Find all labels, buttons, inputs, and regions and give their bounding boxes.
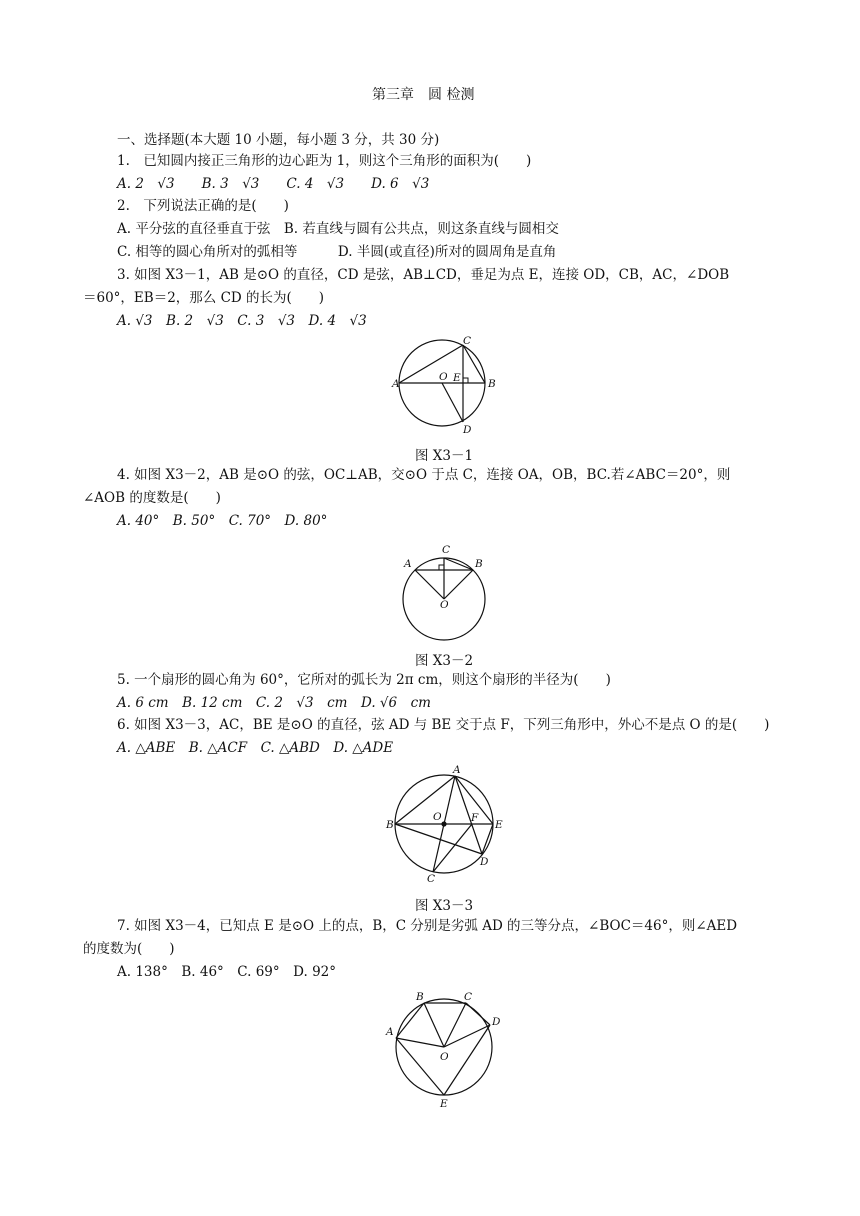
label-a: A [386, 1026, 394, 1038]
q3-options: A. √3 B. 2 √3 C. 3 √3 D. 4 √3 [117, 313, 367, 329]
segment-oa [415, 570, 444, 599]
q4-stem-line2: ∠AOB 的度数是( ) [83, 490, 221, 506]
label-b: B [488, 378, 496, 390]
label-c: C [427, 873, 436, 885]
label-c: C [464, 991, 473, 1003]
q6-stem: 6. 如图 X3－3，AC，BE 是⊙O 的直径，弦 AD 与 BE 交于点 F，下列三角形中，外心不是点 O 的是( ) [117, 717, 770, 733]
label-o: O [440, 1051, 449, 1063]
label-e: E [440, 1098, 448, 1110]
figure-x3-2-caption: 图 X3－2 [415, 653, 474, 669]
q3-stem-line1: 3. 如图 X3－1，AB 是⊙O 的直径，CD 是弦，AB⊥CD，垂足为点 E，连接 OD，CB，AC，∠DOB [117, 267, 730, 283]
page-title: 第三章 圆 检测 [372, 87, 475, 103]
q6-options: A. △ABE B. △ACF C. △ABD D. △ADE [117, 740, 394, 756]
label-d: D [463, 424, 472, 436]
segment-oc [444, 1003, 466, 1047]
figure-x3-1 [390, 334, 500, 436]
section-heading: 一、选择题(本大题 10 小题，每小题 3 分，共 30 分) [117, 132, 440, 148]
segment-cb [463, 345, 485, 383]
segment-cd [466, 1003, 490, 1025]
label-b: B [475, 558, 483, 570]
figure-x3-4 [382, 988, 506, 1114]
q1-options: A. 2 √3 B. 3 √3 C. 4 √3 D. 6 √3 [117, 176, 430, 192]
label-a: A [453, 764, 461, 776]
q5-stem: 5. 一个扇形的圆心角为 60°，它所对的弧长为 2π cm，则这个扇形的半径为( ) [117, 672, 611, 688]
q4-stem-line1: 4. 如图 X3－2，AB 是⊙O 的弦，OC⊥AB，交⊙O 于点 C，连接 OA，OB，BC.若∠ABC＝20°，则 [117, 467, 731, 483]
segment-ab [396, 1003, 424, 1038]
label-o: O [433, 811, 442, 823]
right-angle-mark [439, 565, 444, 570]
figure-x3-3 [384, 762, 508, 886]
segment-ob [424, 1003, 444, 1047]
label-o: O [439, 371, 448, 383]
q3-stem-line2: ＝60°，EB＝2，那么 CD 的长为( ) [83, 290, 325, 306]
label-e: E [453, 372, 461, 384]
label-a: A [404, 558, 412, 570]
label-b: B [386, 819, 394, 831]
segment-ob [444, 570, 473, 599]
q2-options-cd: C. 相等的圆心角所对的弧相等 D. 半圆(或直径)所对的圆周角是直角 [117, 244, 557, 260]
label-d: D [480, 856, 489, 868]
q7-stem-line1: 7. 如图 X3－4，已知点 E 是⊙O 上的点，B，C 分别是劣弧 AD 的三等分点，∠BOC＝46°，则∠AED [117, 918, 738, 934]
figure-x3-3-caption: 图 X3－3 [415, 898, 474, 914]
segment-ae [396, 1038, 444, 1095]
segment-de [482, 824, 493, 854]
figure-x3-2 [398, 540, 498, 642]
label-b: B [416, 991, 424, 1003]
segment-bc [444, 558, 473, 570]
figure-x3-1-caption: 图 X3－1 [415, 448, 474, 464]
q5-options: A. 6 cm B. 12 cm C. 2 √3 cm D. √6 cm [117, 695, 431, 711]
label-o: O [440, 599, 449, 611]
label-e: E [495, 819, 503, 831]
q4-options: A. 40° B. 50° C. 70° D. 80° [117, 513, 328, 529]
segment-od [442, 383, 463, 422]
right-angle-mark [463, 378, 468, 383]
q7-stem-line2: 的度数为( ) [83, 941, 175, 957]
label-a: A [392, 378, 400, 390]
label-c: C [442, 544, 451, 556]
center-dot [441, 821, 446, 826]
label-d: D [492, 1016, 501, 1028]
q2-options-ab: A. 平分弦的直径垂直于弦 B. 若直线与圆有公共点，则这条直线与圆相交 [117, 221, 559, 237]
q7-options: A. 138° B. 46° C. 69° D. 92° [117, 964, 336, 980]
q2-stem: 2. 下列说法正确的是( ) [117, 198, 289, 214]
label-f: F [471, 812, 479, 824]
label-c: C [463, 335, 472, 347]
q1-stem: 1. 已知圆内接正三角形的边心距为 1，则这个三角形的面积为( ) [117, 153, 532, 169]
